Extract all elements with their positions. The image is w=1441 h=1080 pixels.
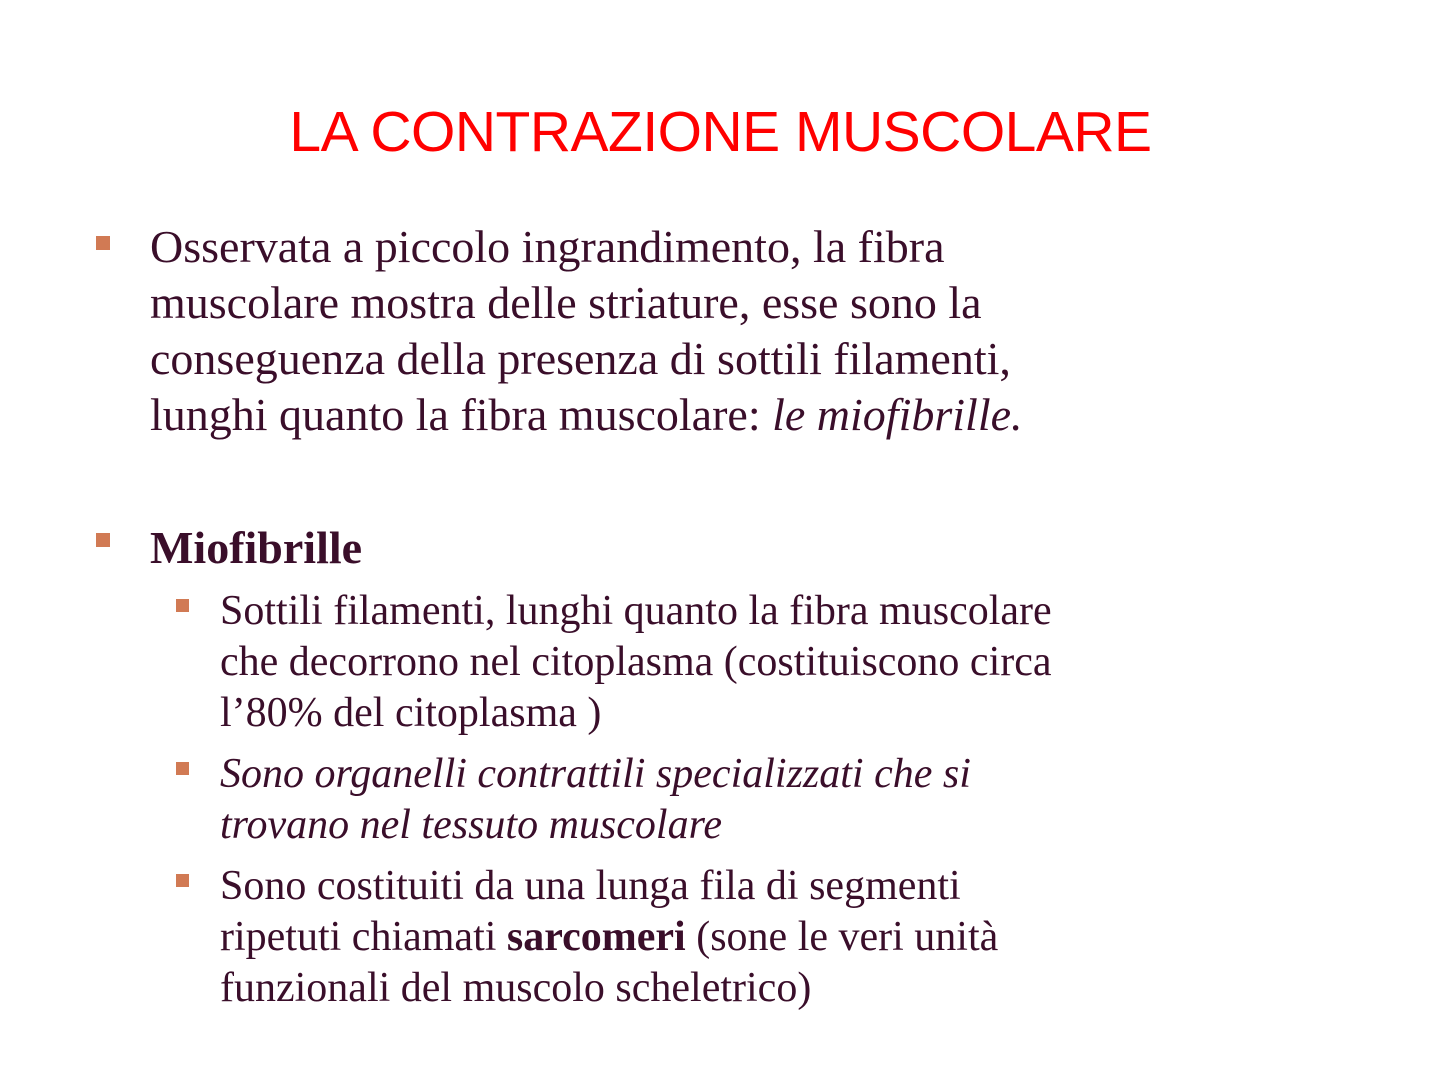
sub-bullet [220,749,1420,851]
bullet-text-line [150,387,1390,443]
sub-bullet [220,586,1420,739]
sub-bullet-line: trovano nel tessuto muscolare [220,802,722,848]
sub-bullet-line: Sono organelli contrattili specializzati che si [220,751,971,797]
italic-term: le miofibrille. [772,389,1023,440]
bullet-paragraph [150,219,1390,443]
sub-bullet-marker-icon [176,599,189,612]
bullet-text-line: muscolare mostra delle striature, esse sono la [150,277,982,328]
bullet-marker-icon [96,236,110,250]
bullet-text-fragment: lunghi quanto la fibra muscolare: [150,389,773,440]
sub-bullet-line [220,912,1420,963]
sub-bullet-fragment: ripetuti chiamati [220,914,507,960]
sub-bullet-line: l’80% del citoplasma ) [220,690,602,736]
slide-title: LA CONTRAZIONE MUSCOLARE [289,100,1152,164]
sub-bullet-line: funzionali del muscolo scheletrico) [220,965,812,1011]
bullet-text-line: Osservata a piccolo ingrandimento, la fibra [150,221,945,272]
sub-bullet-line: Sottili filamenti, lunghi quanto la fibra muscolare [220,588,1052,634]
sub-bullet-marker-icon [176,762,189,775]
sub-bullet-line: Sono costituiti da una lunga fila di segmenti [220,863,961,909]
sub-bullet-marker-icon [176,874,189,887]
bullet-marker-icon [96,533,110,547]
bullet-text-line: conseguenza della presenza di sottili filamenti, [150,333,1011,384]
bold-term: sarcomeri [506,914,686,960]
sub-bullet-line: che decorrono nel citoplasma (costituiscono circa [220,639,1052,685]
sub-bullet-fragment: (sone le veri unità [685,914,999,960]
sub-bullet [220,861,1420,1014]
bullet-heading: Miofibrille [150,522,363,573]
